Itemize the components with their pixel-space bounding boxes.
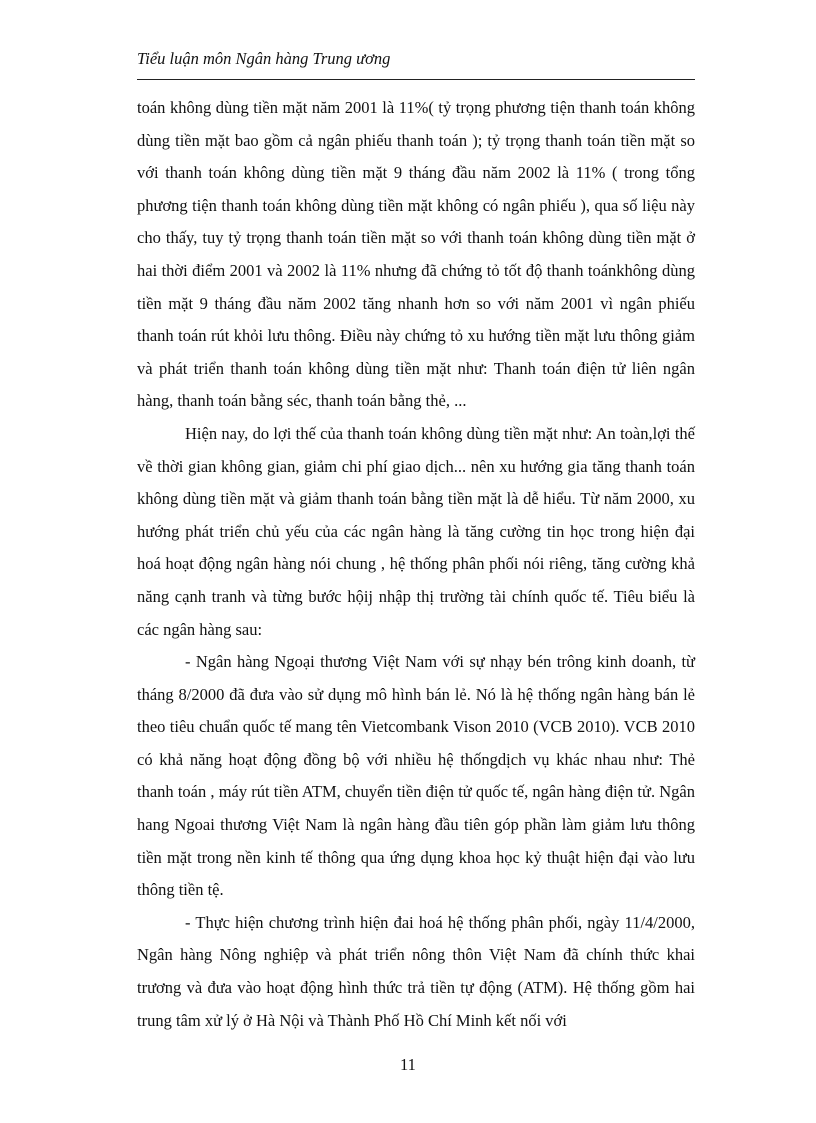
paragraph: toán không dùng tiền mặt năm 2001 là 11%( tỷ trọng phương tiện thanh toán không dùng tiền mặt bao gồm cả ngân phiếu thanh toán ); tỷ trọng thanh toán tiền mặt so với thanh toán không dùng tiền mặt 9 tháng đầu năm 2002 là 11% ( trong tổng phương tiện thanh toán không dùng tiền mặt không có ngân phiếu ), qua số liệu này cho thấy, tuy tỷ trọng thanh toán tiền mặt so với thanh toán không dùng tiền mặt ở hai thời điểm 2001 và 2002 là 11% nhưng đã chứng tỏ tốt độ thanh toánkhông dùng tiền mặt 9 tháng đầu năm 2002 tăng nhanh hơn so với năm 2001 vì ngân phiếu thanh toán rút khỏi lưu thông. Điều này chứng tỏ xu hướng tiền mặt lưu thông giảm và phát triển thanh toán không dùng tiền mặt như: Thanh toán điện tử liên ngân hàng, thanh toán bằng séc, thanh toán bằng thẻ, ... xyxy=(137,98,695,411)
header-divider xyxy=(137,79,695,80)
paragraph: - Thực hiện chương trình hiện đai hoá hệ thống phân phối, ngày 11/4/2000, Ngân hàng Nông nghiệp và phát triển nông thôn Việt Nam đã chính thức khai trương và đưa vào hoạt động hình thức trả tiền tự động (ATM). Hệ thống gồm hai trung tâm xử lý ở Hà Nội và Thành Phố Hồ Chí Minh kết nối với xyxy=(137,912,695,1030)
paragraph: - Ngân hàng Ngoại thương Việt Nam với sự nhạy bén trông kinh doanh, từ tháng 8/2000 đã đưa vào sử dụng mô hình bán lẻ. Nó là hệ thống ngân hàng bán lẻ theo tiêu chuẩn quốc tế mang tên Vietcombank Vison 2010 (VCB 2010). VCB 2010 có khả năng hoạt động đồng bộ với nhiều hệ thốngdịch vụ khác nhau như: Thẻ thanh toán , máy rút tiền ATM, chuyển tiền điện tử quốc tế, ngân hàng điện tử. Ngân hang Ngoai thương Việt Nam là ngân hàng đầu tiên góp phần làm giảm lưu thông tiền mặt trong nền kinh tế thông qua ứng dụng khoa học kỷ thuật hiện đại vào lưu thông tiền tệ. xyxy=(137,652,695,900)
document-body xyxy=(137,92,695,1037)
page-header: Tiểu luận môn Ngân hàng Trung ương xyxy=(137,49,391,68)
paragraph: Hiện nay, do lợi thế của thanh toán không dùng tiền mặt như: An toàn,lợi thế về thời gian không gian, giảm chi phí giao dịch... nên xu hướng gia tăng thanh toán không dùng tiền mặt và giảm thanh toán bằng tiền mặt là dễ hiểu. Từ năm 2000, xu hướng phát triển chủ yếu của các ngân hàng là tăng cường tin học trong hiện đại hoá hoạt động ngân hàng nói chung , hệ thống phân phối nói riêng, tăng cường khả năng cạnh tranh và từng bước hộij nhập thị trường tài chính quốc tế. Tiêu biểu là các ngân hàng sau: xyxy=(137,423,695,639)
page-number: 11 xyxy=(400,1055,416,1074)
